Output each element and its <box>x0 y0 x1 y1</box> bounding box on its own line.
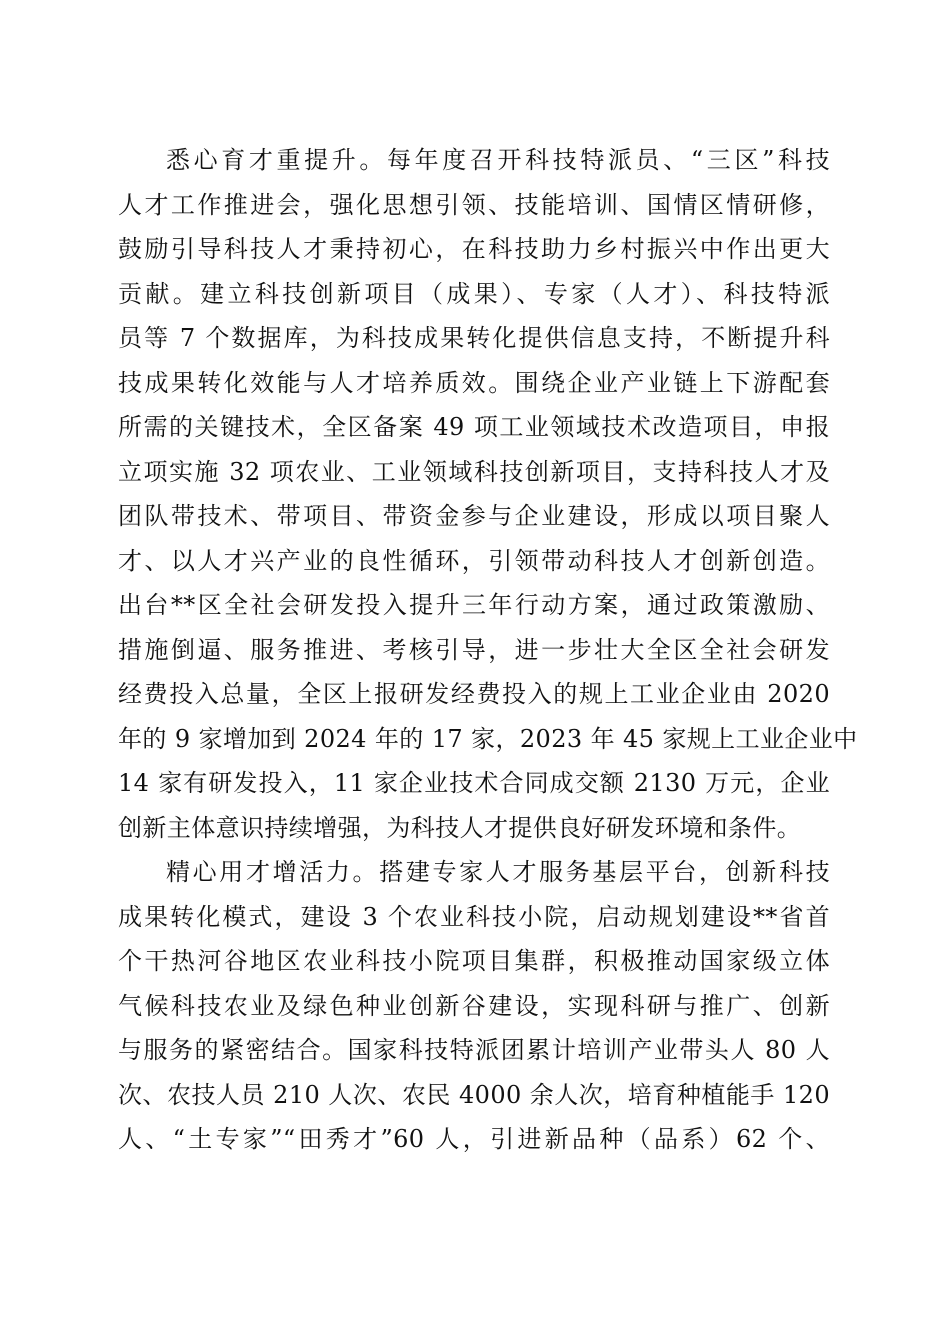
text-line: 贡献。建立科技创新项目（成果）、专家（人才）、科技特派 <box>118 279 830 308</box>
text-line: 人、“土专家”“田秀才”60 人，引进新品种（品系）62 个、 <box>118 1125 830 1153</box>
text-line: 鼓励引导科技人才秉持初心，在科技助力乡村振兴中作出更大 <box>118 235 830 263</box>
text-line: 14 家有研发投入，11 家企业技术合同成交额 2130 万元，企业 <box>118 769 830 797</box>
text-line: 气候科技农业及绿色种业创新谷建设，实现科研与推广、创新 <box>118 991 830 1020</box>
text-line: 创新主体意识持续增强，为科技人才提供良好研发环境和条件。 <box>118 813 802 842</box>
text-line: 成果转化模式，建设 3 个农业科技小院，启动规划建设**省首 <box>118 902 830 931</box>
text-line: 才、以人才兴产业的良性循环，引领带动科技人才创新创造。 <box>118 546 830 575</box>
text-line: 与服务的紧密结合。国家科技特派团累计培训产业带头人 80 人 <box>118 1036 830 1064</box>
text-line: 立项实施 32 项农业、工业领域科技创新项目，支持科技人才及 <box>118 457 830 486</box>
text-line: 员等 7 个数据库，为科技成果转化提供信息支持，不断提升科 <box>118 324 830 352</box>
text-line: 个干热河谷地区农业科技小院项目集群，积极推动国家级立体 <box>118 947 830 975</box>
text-line: 技成果转化效能与人才培养质效。围绕企业产业链上下游配套 <box>118 368 830 397</box>
document-body <box>118 138 858 1162</box>
text-line: 出台**区全社会研发投入提升三年行动方案，通过政策激励、 <box>118 591 830 619</box>
text-line: 所需的关键技术，全区备案 49 项工业领域技术改造项目，申报 <box>118 413 830 441</box>
text-line: 团队带技术、带项目、带资金参与企业建设，形成以项目聚人 <box>118 502 830 530</box>
paragraph-2 <box>118 850 830 1162</box>
text-line: 措施倒逼、服务推进、考核引导，进一步壮大全区全社会研发 <box>118 635 830 664</box>
text-line: 精心用才增活力。搭建专家人才服务基层平台，创新科技 <box>166 858 830 886</box>
text-line: 次、农技人员 210 人次、农民 4000 余人次，培育种植能手 120 <box>118 1080 830 1109</box>
text-line: 人才工作推进会，强化思想引领、技能培训、国情区情研修， <box>118 190 830 219</box>
text-line: 年的 9 家增加到 2024 年的 17 家，2023 年 45 家规上工业企业中 <box>118 724 858 753</box>
text-line: 悉心育才重提升。每年度召开科技特派员、“三区”科技 <box>166 146 830 174</box>
paragraph-1 <box>118 138 858 850</box>
text-line: 经费投入总量，全区上报研发经费投入的规上工业企业由 2020 <box>118 680 830 708</box>
